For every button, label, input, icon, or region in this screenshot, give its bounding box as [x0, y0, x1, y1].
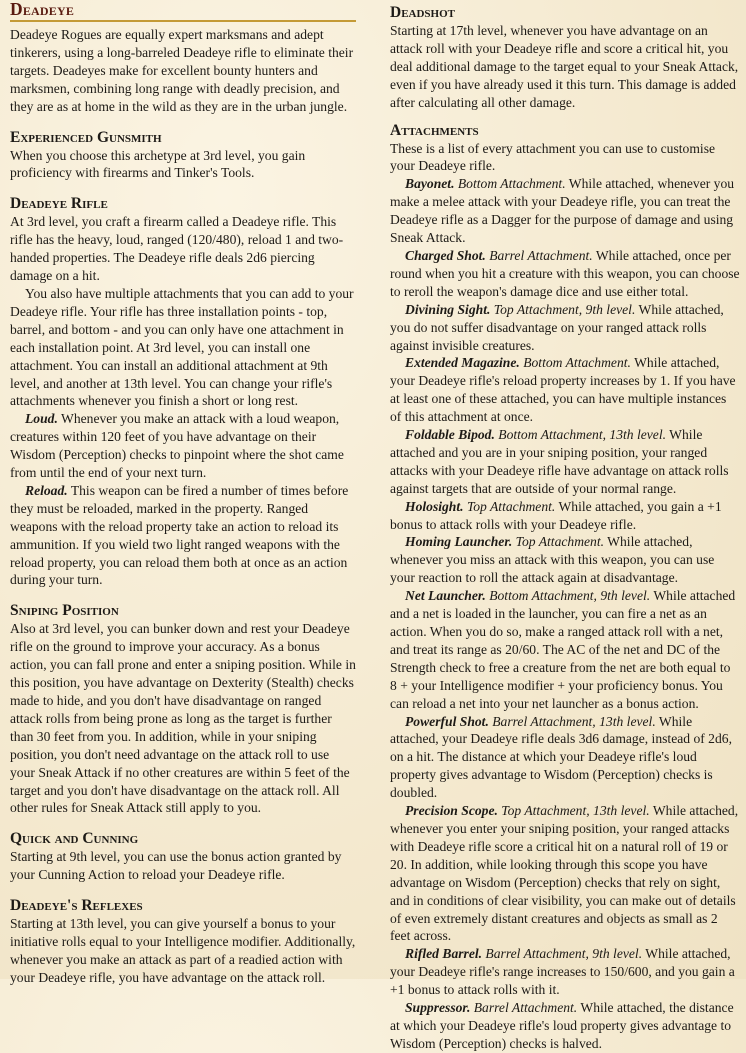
attachment-name: Holosight. — [405, 498, 464, 514]
heading-attachments: Attachments — [390, 121, 479, 139]
attachment-slot: Top Attachment, 13th level. — [497, 803, 650, 819]
reflexes-text: Starting at 13th level, you can give yourself a bonus to your initiative rolls equal to your Intelligence modifier. Additionally, whenever you make an attack as part of a readied action with your Deadeye rifle, you have advantage on the attack roll. — [10, 916, 356, 985]
heading-rule — [10, 20, 356, 22]
attachment-name: Divining Sight. — [405, 301, 491, 317]
attachment-name: Net Launcher. — [405, 588, 486, 604]
attachment-item — [390, 498, 740, 534]
attachment-name: Charged Shot. — [405, 247, 486, 263]
attachment-slot: Barrel Attachment, 9th level. — [482, 946, 643, 962]
rifle-paragraph-2: You also have multiple attachments that you can add to your Deadeye rifle. Your rifle has three installation points - top, barrel, and bottom - and you can only have one attachment in each installation point. At 3rd level, you can install one attachment. You can install an additional attachment at 9th level, and another at 13th level. You can change your rifle's attachments whenever you finish a short or long rest. — [10, 285, 354, 409]
heading-deadeyes-reflexes: Deadeye's Reflexes — [10, 897, 143, 915]
heading-deadshot: Deadshot — [390, 4, 455, 21]
attachment-item — [390, 354, 740, 426]
deadeye-intro: Deadeye Rogues are equally expert marksmans and adept tinkerers, using a long-barreled Deadeye rifle to eliminate their targets. Deadeyes make for excellent bounty hunters and marksmen, combining long range with deadly precision, and they are as at home in the wild as they are in the urban jungle. — [10, 27, 354, 114]
attachment-slot: Bottom Attachment. — [454, 176, 566, 192]
rifle-paragraph-1: At 3rd level, you craft a firearm called a Deadeye rifle. This rifle has the heavy, loud, ranged (120/480), reload 1 and two-handed properties. The Deadeye rifle deals 2d6 piercing damage on a hit. — [10, 214, 344, 284]
left-column — [10, 0, 356, 987]
heading-deadeye-rifle: Deadeye Rifle — [10, 195, 108, 213]
attachment-name: Powerful Shot. — [405, 713, 489, 729]
attachment-text: While attached, your Deadeye rifle deals 3d6 damage, instead of 2d6, on a hit. The distance at which your Deadeye rifle's loud property gives advantage to Wisdom (Perception) checks is doubled. — [390, 713, 732, 801]
quick-text: Starting at 9th level, you can use the bonus action granted by your Cunning Action to reload your Deadeye rifle. — [10, 849, 342, 883]
attachments-intro: These is a list of every attachment you can use to customise your Deadeye rifle. — [390, 140, 716, 174]
attachment-slot: Barrel Attachment, 13th level. — [488, 713, 656, 729]
attachment-name: Rifled Barrel. — [405, 946, 483, 962]
attachment-text: While attached, once per round when you hit a creature with this weapon, you can choose to reroll the weapon's damage dice and use either total. — [390, 247, 740, 299]
attachment-text: While attached, your Deadeye rifle's range increases to 150/600, and you gain a +1 bonus to attack rolls with it. — [390, 946, 735, 998]
heading-sniping-position: Sniping Position — [10, 602, 119, 620]
gunsmith-text: When you choose this archetype at 3rd level, you gain proficiency with firearms and Tinker's Tools. — [10, 147, 306, 181]
attachment-slot: Top Attachment. — [512, 534, 605, 550]
attachment-slot: Bottom Attachment. — [519, 355, 631, 371]
reload-text: This weapon can be fired a number of times before they must be reloaded, marked in the property. Ranged weapons with the reload property take an action to reload its ammunition. If you wield two light ranged weapons with the reload property, you can reload them both at once as an action during your turn. — [10, 482, 349, 588]
attachment-text: While attached, whenever you miss an attack with this weapon, you can use your reaction to roll the attack again at disadvantage. — [390, 534, 715, 586]
attachment-slot: Barrel Attachment. — [470, 1000, 578, 1016]
loud-term: Loud. — [25, 411, 58, 427]
attachment-slot: Top Attachment. — [463, 498, 556, 514]
attachment-item — [390, 802, 740, 945]
reload-property — [10, 482, 356, 589]
attachment-item — [390, 301, 740, 355]
attachment-text: While attached and you are in your sniping position, your ranged attacks with your Deadeye rifle have advantage on attack rolls against targets that are outside of your normal range. — [390, 427, 729, 496]
heading-quick-and-cunning: Quick and Cunning — [10, 830, 139, 848]
attachment-item — [390, 713, 740, 803]
attachment-name: Suppressor. — [405, 1000, 471, 1016]
attachment-name: Precision Scope. — [405, 803, 498, 819]
attachment-slot: Top Attachment, 9th level. — [490, 301, 636, 317]
attachment-name: Extended Magazine. — [405, 355, 520, 371]
attachment-item — [390, 175, 740, 247]
reload-term: Reload. — [25, 482, 68, 498]
attachment-text: While attached, whenever you enter your sniping position, your ranged attacks with Deadeye rifle score a critical hit on a natural roll of 19 or 20. In addition, while looking through this scope you have advantage on Wisdom (Perception) checks that rely on sight, and in conditions of clear visibility, you can make out of details of even extremely distant creatures and objects as small as 2 feet across. — [390, 803, 739, 944]
attachment-slot: Bottom Attachment, 9th level. — [485, 588, 651, 604]
attachment-item — [390, 247, 740, 301]
loud-property — [10, 410, 356, 482]
attachment-text: While attached and a net is loaded in the launcher, you can fire a net as an action. When you do so, make a ranged attack roll with a net, and treat its range as 20/60. The AC of the net and DC of the Strength check to free a creature from the net are both equal to 8 + your Intelligence modifier + your proficiency bonus. You can reload a net into your net launcher as a bonus action. — [390, 588, 736, 711]
heading-deadeye: Deadeye — [10, 0, 75, 19]
attachment-item — [390, 945, 740, 999]
attachment-text: While attached, your Deadeye rifle's reload property increases by 1. If you have at least one of these attached, you can have multiple instances of this attachment at once. — [390, 355, 736, 425]
attachment-name: Homing Launcher. — [405, 534, 513, 550]
attachment-text: While attached, whenever you make a melee attack with your Deadeye rifle, you can treat the Deadeye rifle as a Dagger for the purpose of damage and using Sneak Attack. — [390, 176, 735, 246]
attachment-item — [390, 587, 740, 712]
attachment-item — [390, 533, 740, 587]
right-column — [390, 0, 740, 1053]
attachment-text: While attached, you gain a +1 bonus to attack rolls with your Deadeye rifle. — [390, 498, 722, 532]
loud-text: Whenever you make an attack with a loud weapon, creatures within 120 feet of you have advantage on their Wisdom (Perception) checks to pinpoint where the shot came from until the end of your next turn. — [10, 411, 344, 481]
attachment-item — [390, 999, 740, 1053]
attachment-item — [390, 426, 740, 498]
heading-experienced-gunsmith: Experienced Gunsmith — [10, 128, 162, 146]
attachment-text: While attached, you do not suffer disadvantage on your ranged attack rolls against invisible creatures. — [390, 301, 724, 353]
attachment-name: Bayonet. — [405, 176, 455, 192]
attachment-slot: Barrel Attachment. — [485, 247, 593, 263]
attachment-text: While attached, the distance at which your Deadeye rifle's loud property gives advantage to Wisdom (Perception) checks is halved. — [390, 1000, 734, 1051]
deadshot-text: Starting at 17th level, whenever you have advantage on an attack roll with your Deadeye rifle and score a critical hit, you deal additional damage to the target equal to your Sneak Attack, even if you have already used it this turn. This damage is added after calculating all other damage. — [390, 23, 739, 110]
attachment-name: Foldable Bipod. — [405, 427, 495, 443]
sniping-text: Also at 3rd level, you can bunker down and rest your Deadeye rifle on the ground to improve your accuracy. As a bonus action, you can fall prone and enter a sniping position. While in this position, you have advantage on Dexterity (Stealth) checks made to hide, and you don't have disadvantage on ranged attack rolls from being prone as long as the target is further than 30 feet from you. In addition, while in your sniping position, you don't need advantage on the attack roll to use your Sneak Attack if no other creatures are within 5 feet of the target and you don't have disadvantage on the attack roll. All other rules for Sneak Attack still apply to you. — [10, 621, 356, 816]
attachment-slot: Bottom Attachment, 13th level. — [494, 427, 667, 443]
